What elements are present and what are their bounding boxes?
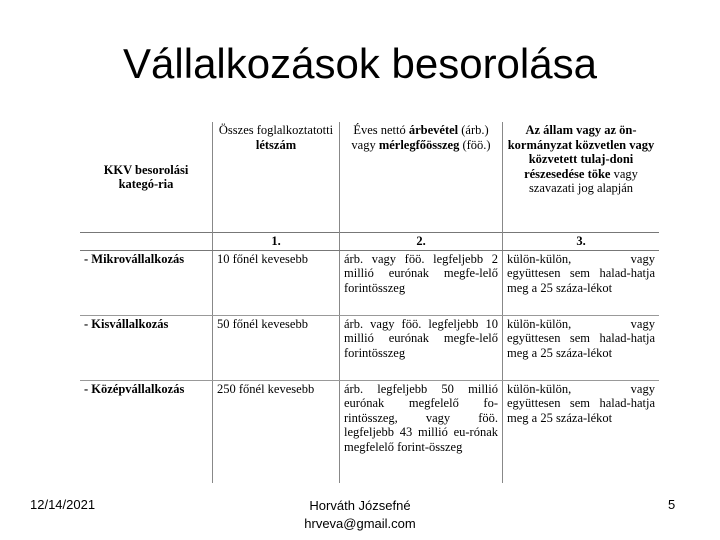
ownership-cell: külön-külön, vagy együttesen sem halad-hatja meg a 25 száza-lékot [503, 380, 660, 483]
header-staff-plain: Összes foglalkoztatotti [218, 123, 334, 137]
classification-table [80, 122, 659, 483]
number-cell-1: 1. [213, 233, 340, 251]
category-cell: - Mikrovállalkozás [80, 250, 213, 315]
header-turnover [340, 122, 503, 233]
header-turnover-bold2: mérlegfőösszeg [378, 137, 460, 152]
staff-cell: 50 főnél kevesebb [213, 315, 340, 380]
header-turnover-bold1: árbevétel [408, 123, 459, 137]
ownership-cell: külön-külön, vagy együttesen sem halad-hatja meg a 25 száza-lékot [503, 250, 660, 315]
turnover-cell: árb. legfeljebb 50 millió eurónak megfelelő fo-rintösszeg, vagy föö. legfeljebb 43 millió eu-rónak megfelelő forint-összeg [340, 380, 503, 483]
table-row-micro [80, 250, 659, 315]
header-ownership-plain2: vagy szavazati jog alapján [528, 166, 638, 195]
footer-date: 12/14/2021 [30, 497, 96, 512]
footer-author-block [260, 497, 460, 533]
table-row-medium [80, 380, 659, 483]
header-category: KKV besorolási kategó-ria [103, 162, 189, 191]
header-staff-bold: létszám [255, 137, 297, 152]
header-ownership-plain: Az állam vagy az ön-kormányzat közvetlen vagy közvetett [507, 123, 655, 166]
number-cell-empty [80, 233, 213, 251]
turnover-cell: árb. vagy föö. legfeljebb 10 millió eurónak megfe-lelő forintösszeg [340, 315, 503, 380]
table-header-row [80, 122, 659, 233]
number-cell-2: 2. [340, 233, 503, 251]
header-staff [213, 122, 340, 233]
ownership-cell: külön-külön, vagy együttesen sem halad-hatja meg a 25 száza-lékot [503, 315, 660, 380]
staff-cell: 250 főnél kevesebb [213, 380, 340, 483]
header-turnover-plain1: Éves nettó [353, 123, 406, 137]
footer-email: hrveva@gmail.com [304, 516, 416, 531]
number-cell-3: 3. [503, 233, 660, 251]
header-turnover-plain3: (föö.) [462, 137, 491, 152]
classification-table-container [80, 122, 655, 482]
header-ownership [503, 122, 660, 233]
category-cell: - Kisvállalkozás [80, 315, 213, 380]
category-cell: - Középvállalkozás [84, 381, 185, 396]
turnover-cell: árb. vagy föö. legfeljebb 2 millió eurónak megfe-lelő forintösszeg [340, 250, 503, 315]
staff-cell: 10 főnél kevesebb [213, 250, 340, 315]
footer-author: Horváth Józsefné [309, 498, 411, 513]
table-row-small [80, 315, 659, 380]
footer-page-number: 5 [668, 497, 676, 512]
table-number-row [80, 233, 659, 251]
header-turnover-plain2: (árb.) vagy [351, 123, 489, 152]
slide-title: Vállalkozások besorolása [123, 40, 597, 87]
header-ownership-bold: tulaj-doni részesedése töke [524, 152, 634, 181]
